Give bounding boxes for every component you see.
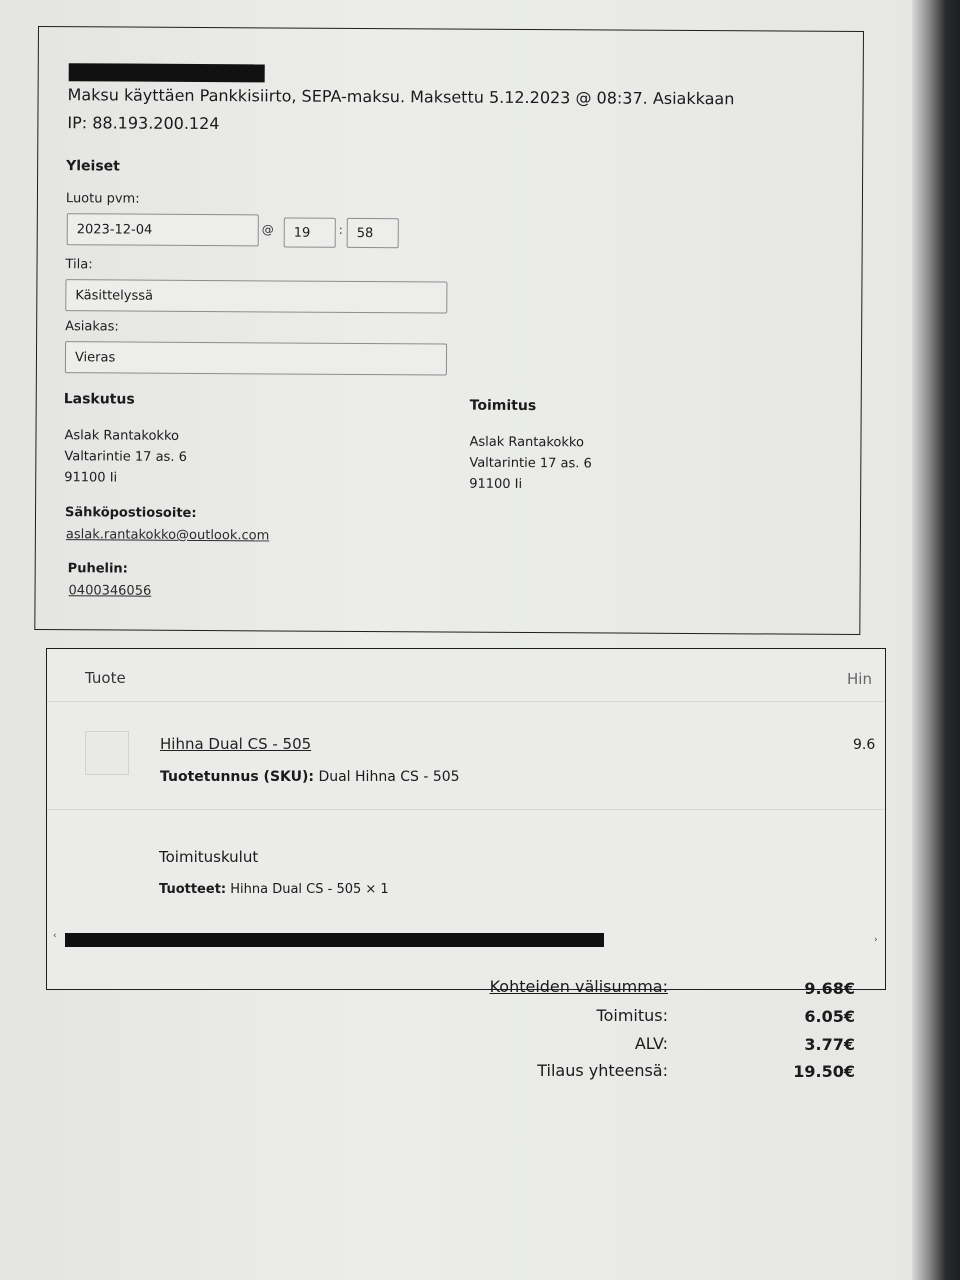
scroll-left-arrow[interactable]: ‹ <box>53 931 57 941</box>
phone-link[interactable]: 0400346056 <box>68 583 152 599</box>
shipping-total-label: Toimitus: <box>596 1006 668 1025</box>
created-date-value: 2023-12-04 <box>76 221 153 238</box>
created-date-input[interactable] <box>67 213 259 246</box>
hour-value: 19 <box>293 225 311 241</box>
payment-note-line2: IP: 88.193.200.124 <box>67 113 220 134</box>
scroll-right-arrow[interactable]: › <box>874 935 878 945</box>
status-label: Tila: <box>65 257 93 273</box>
order-total-value: 19.50€ <box>793 1062 855 1081</box>
billing-street: Valtarintie 17 as. 6 <box>64 449 187 465</box>
vat-label: ALV: <box>634 1034 668 1053</box>
shipping-total-value: 6.05€ <box>804 1007 855 1026</box>
subtotal-label: Kohteiden välisumma: <box>489 977 668 996</box>
product-column-header: Tuote <box>85 669 126 687</box>
header-divider <box>47 701 885 702</box>
hour-input[interactable] <box>284 218 336 248</box>
minute-input[interactable] <box>347 218 399 248</box>
redacted-order-number <box>69 63 265 82</box>
general-heading: Yleiset <box>66 158 120 175</box>
shipping-city: 91100 Ii <box>469 476 523 492</box>
created-date-label: Luotu pvm: <box>65 191 140 207</box>
subtotal-value: 9.68€ <box>804 979 855 998</box>
phone-label: Puhelin: <box>67 561 128 577</box>
billing-heading: Laskutus <box>63 391 135 408</box>
customer-label: Asiakas: <box>65 319 119 335</box>
email-label: Sähköpostiosoite: <box>64 505 197 521</box>
time-separator: : <box>338 222 343 237</box>
customer-value: Vieras <box>74 349 116 365</box>
sku-value: Dual Hihna CS - 505 <box>318 769 460 785</box>
product-name-link[interactable]: Hihna Dual CS - 505 <box>160 735 312 753</box>
shipping-heading: Toimitus <box>469 397 537 415</box>
sku-label: Tuotetunnus (SKU): <box>160 769 314 785</box>
shipping-items-label: Tuotteet: <box>159 882 227 897</box>
shipping-line-title: Toimituskulut <box>159 848 259 866</box>
vat-value: 3.77€ <box>804 1035 855 1054</box>
horizontal-scrollbar[interactable] <box>65 933 604 947</box>
minute-value: 58 <box>356 225 374 241</box>
order-details-card <box>34 26 864 635</box>
order-items-card <box>46 648 886 990</box>
page-edge-shadow <box>912 0 960 1280</box>
customer-select[interactable] <box>65 341 447 375</box>
billing-address <box>64 425 187 489</box>
item-divider <box>47 809 885 810</box>
shipping-line-items <box>159 882 389 897</box>
price-column-header: Hin <box>847 670 872 688</box>
shipping-items-value: Hihna Dual CS - 505 × 1 <box>230 882 389 897</box>
product-sku <box>160 769 460 785</box>
shipping-name: Aslak Rantakokko <box>469 434 585 451</box>
shipping-address <box>469 432 592 496</box>
email-link[interactable]: aslak.rantakokko@outlook.com <box>65 527 270 544</box>
product-thumbnail <box>85 731 129 775</box>
status-select[interactable] <box>65 279 447 313</box>
status-value: Käsittelyssä <box>75 287 154 304</box>
order-total-label: Tilaus yhteensä: <box>537 1061 668 1080</box>
payment-note-line1: Maksu käyttäen Pankkisiirto, SEPA-maksu. Maksettu 5.12.2023 @ 08:37. Asiakkaan <box>67 85 735 109</box>
product-price: 9.6 <box>853 737 876 753</box>
billing-city: 91100 Ii <box>64 470 118 486</box>
shipping-street: Valtarintie 17 as. 6 <box>469 455 592 472</box>
at-separator: @ <box>261 222 274 237</box>
billing-name: Aslak Rantakokko <box>64 428 180 444</box>
